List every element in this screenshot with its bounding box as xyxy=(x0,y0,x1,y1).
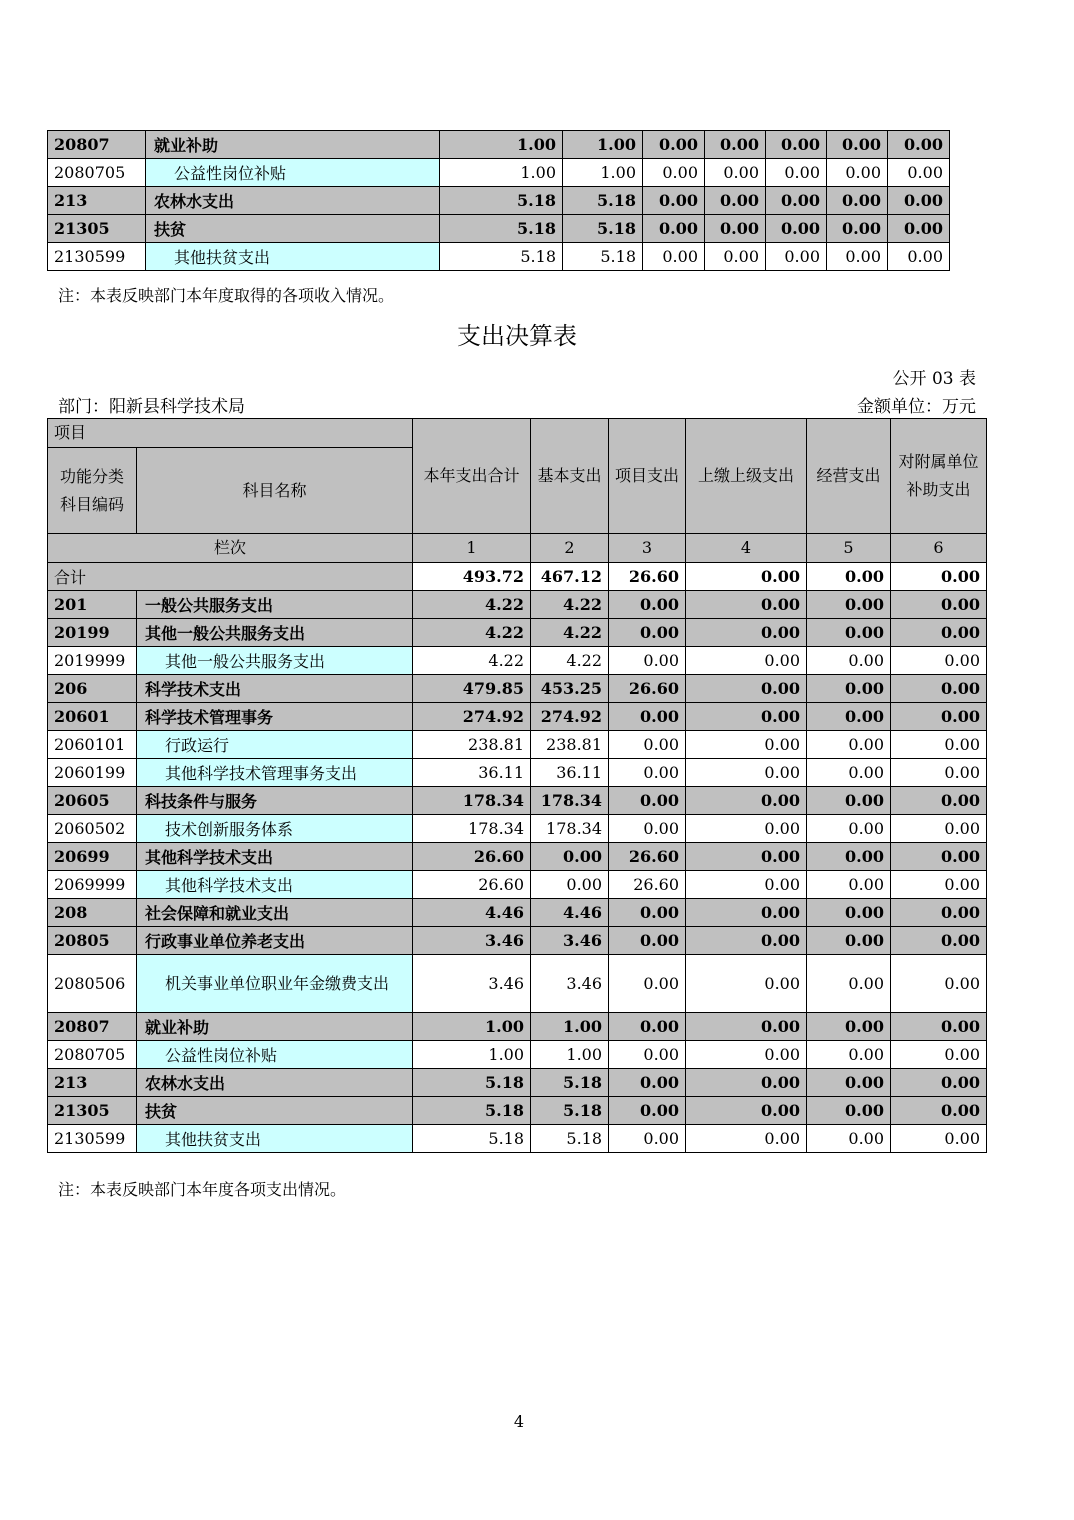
table-row xyxy=(48,675,987,703)
row-value: 0.00 xyxy=(686,647,807,675)
table-row xyxy=(48,619,987,647)
row-value: 0.00 xyxy=(609,1125,686,1153)
table-row xyxy=(48,955,987,1013)
row-value: 0.00 xyxy=(686,815,807,843)
table-row xyxy=(48,1013,987,1041)
header-item: 项目 xyxy=(48,419,413,448)
row-value: 274.92 xyxy=(531,703,609,731)
total-value: 493.72 xyxy=(413,563,531,591)
row-value: 0.00 xyxy=(686,731,807,759)
total-value: 0.00 xyxy=(891,563,987,591)
row-code: 20699 xyxy=(48,843,137,871)
table-row xyxy=(48,215,950,243)
table-row xyxy=(48,871,987,899)
row-value: 26.60 xyxy=(413,843,531,871)
row-value: 0.00 xyxy=(609,619,686,647)
expense-table xyxy=(47,418,987,1153)
row-value: 0.00 xyxy=(705,187,766,215)
row-value: 0.00 xyxy=(531,843,609,871)
table-row xyxy=(48,647,987,675)
row-value: 3.46 xyxy=(531,927,609,955)
row-value: 0.00 xyxy=(891,1097,987,1125)
row-name: 社会保障和就业支出 xyxy=(137,899,413,927)
table-row xyxy=(48,187,950,215)
row-value: 0.00 xyxy=(827,131,888,159)
row-value: 5.18 xyxy=(563,187,643,215)
row-value: 0.00 xyxy=(888,187,950,215)
row-value: 0.00 xyxy=(643,215,705,243)
header-row-lanci xyxy=(48,534,987,563)
row-code: 206 xyxy=(48,675,137,703)
row-value: 0.00 xyxy=(807,899,891,927)
row-name: 其他科学技术支出 xyxy=(137,871,413,899)
row-value: 0.00 xyxy=(807,759,891,787)
row-value: 0.00 xyxy=(807,619,891,647)
row-value: 0.00 xyxy=(891,675,987,703)
row-name: 其他一般公共服务支出 xyxy=(137,619,413,647)
row-value: 0.00 xyxy=(609,815,686,843)
row-value: 453.25 xyxy=(531,675,609,703)
row-value: 0.00 xyxy=(609,899,686,927)
row-value: 178.34 xyxy=(531,787,609,815)
row-code: 21305 xyxy=(48,215,146,243)
row-value: 0.00 xyxy=(891,1069,987,1097)
row-value: 3.46 xyxy=(531,955,609,1013)
row-value: 0.00 xyxy=(827,243,888,271)
row-value: 0.00 xyxy=(686,843,807,871)
row-value: 0.00 xyxy=(891,927,987,955)
row-value: 0.00 xyxy=(807,675,891,703)
row-value: 36.11 xyxy=(413,759,531,787)
row-value: 0.00 xyxy=(686,759,807,787)
expense-note: 注：本表反映部门本年度各项支出情况。 xyxy=(58,1180,347,1199)
row-value: 0.00 xyxy=(705,215,766,243)
row-value: 0.00 xyxy=(609,759,686,787)
row-value: 5.18 xyxy=(563,243,643,271)
row-value: 0.00 xyxy=(807,927,891,955)
row-value: 0.00 xyxy=(891,1125,987,1153)
row-value: 0.00 xyxy=(891,591,987,619)
total-label: 合计 xyxy=(48,563,413,591)
row-value: 0.00 xyxy=(888,243,950,271)
row-code: 2080705 xyxy=(48,159,146,187)
row-value: 0.00 xyxy=(686,675,807,703)
row-value: 0.00 xyxy=(609,787,686,815)
table-row xyxy=(48,759,987,787)
row-value: 1.00 xyxy=(413,1013,531,1041)
row-value: 0.00 xyxy=(807,731,891,759)
row-value: 0.00 xyxy=(807,1013,891,1041)
row-value: 26.60 xyxy=(609,843,686,871)
row-value: 0.00 xyxy=(686,927,807,955)
row-code: 213 xyxy=(48,187,146,215)
row-value: 0.00 xyxy=(609,1013,686,1041)
header-num-5: 5 xyxy=(807,534,891,563)
table-row xyxy=(48,899,987,927)
row-value: 0.00 xyxy=(686,1013,807,1041)
row-value: 0.00 xyxy=(891,619,987,647)
header-col-3: 项目支出 xyxy=(609,419,686,534)
row-value: 4.46 xyxy=(413,899,531,927)
row-value: 0.00 xyxy=(891,843,987,871)
row-value: 238.81 xyxy=(413,731,531,759)
row-value: 0.00 xyxy=(766,131,827,159)
row-code: 2060199 xyxy=(48,759,137,787)
header-col-6: 对附属单位补助支出 xyxy=(891,419,987,534)
row-value: 0.00 xyxy=(686,787,807,815)
row-value: 0.00 xyxy=(807,871,891,899)
header-num-1: 1 xyxy=(413,534,531,563)
row-name: 就业补助 xyxy=(137,1013,413,1041)
row-value: 178.34 xyxy=(531,815,609,843)
row-name: 机关事业单位职业年金缴费支出 xyxy=(137,955,413,1013)
department-label: 部门：阳新县科学技术局 xyxy=(58,397,245,417)
row-value: 479.85 xyxy=(413,675,531,703)
header-row-1 xyxy=(48,419,987,448)
row-name: 科学技术管理事务 xyxy=(137,703,413,731)
table-row xyxy=(48,1041,987,1069)
row-value: 5.18 xyxy=(440,243,563,271)
header-code: 功能分类科目编码 xyxy=(48,448,137,534)
row-value: 0.00 xyxy=(643,131,705,159)
row-value: 0.00 xyxy=(807,1041,891,1069)
row-name: 农林水支出 xyxy=(137,1069,413,1097)
total-value: 0.00 xyxy=(686,563,807,591)
row-value: 0.00 xyxy=(827,187,888,215)
row-value: 4.46 xyxy=(531,899,609,927)
row-value: 1.00 xyxy=(413,1041,531,1069)
row-value: 0.00 xyxy=(609,955,686,1013)
row-value: 4.22 xyxy=(531,619,609,647)
row-value: 0.00 xyxy=(891,871,987,899)
row-name: 行政运行 xyxy=(137,731,413,759)
row-value: 0.00 xyxy=(643,159,705,187)
row-value: 0.00 xyxy=(705,159,766,187)
row-value: 0.00 xyxy=(807,955,891,1013)
row-name: 其他科学技术支出 xyxy=(137,843,413,871)
row-value: 26.60 xyxy=(413,871,531,899)
unit-label: 金额单位：万元 xyxy=(857,397,976,417)
row-name: 科学技术支出 xyxy=(137,675,413,703)
row-name: 其他一般公共服务支出 xyxy=(137,647,413,675)
row-value: 0.00 xyxy=(891,899,987,927)
row-name: 公益性岗位补贴 xyxy=(137,1041,413,1069)
row-value: 0.00 xyxy=(705,243,766,271)
table-row xyxy=(48,1097,987,1125)
row-value: 0.00 xyxy=(888,159,950,187)
row-value: 0.00 xyxy=(807,647,891,675)
row-value: 3.46 xyxy=(413,927,531,955)
header-num-6: 6 xyxy=(891,534,987,563)
row-value: 4.22 xyxy=(531,591,609,619)
row-value: 0.00 xyxy=(643,243,705,271)
table-row xyxy=(48,131,950,159)
row-value: 0.00 xyxy=(686,899,807,927)
row-value: 5.18 xyxy=(413,1069,531,1097)
row-value: 0.00 xyxy=(609,1041,686,1069)
row-code: 2060101 xyxy=(48,731,137,759)
table-row xyxy=(48,703,987,731)
row-value: 0.00 xyxy=(609,927,686,955)
header-col-2: 基本支出 xyxy=(531,419,609,534)
row-code: 2130599 xyxy=(48,1125,137,1153)
row-name: 就业补助 xyxy=(146,131,440,159)
row-code: 201 xyxy=(48,591,137,619)
row-value: 0.00 xyxy=(888,215,950,243)
row-code: 21305 xyxy=(48,1097,137,1125)
row-value: 0.00 xyxy=(686,1097,807,1125)
row-value: 0.00 xyxy=(891,731,987,759)
income-note: 注：本表反映部门本年度取得的各项收入情况。 xyxy=(58,286,395,305)
row-name: 其他扶贫支出 xyxy=(137,1125,413,1153)
row-code: 20601 xyxy=(48,703,137,731)
row-value: 178.34 xyxy=(413,787,531,815)
row-value: 1.00 xyxy=(531,1041,609,1069)
header-col-4: 上缴上级支出 xyxy=(686,419,807,534)
row-code: 208 xyxy=(48,899,137,927)
row-value: 0.00 xyxy=(686,1041,807,1069)
row-value: 0.00 xyxy=(609,703,686,731)
row-value: 0.00 xyxy=(891,955,987,1013)
row-value: 3.46 xyxy=(413,955,531,1013)
row-value: 5.18 xyxy=(531,1069,609,1097)
row-code: 20807 xyxy=(48,1013,137,1041)
row-value: 0.00 xyxy=(531,871,609,899)
row-value: 1.00 xyxy=(563,131,643,159)
row-value: 1.00 xyxy=(440,131,563,159)
row-value: 0.00 xyxy=(807,1097,891,1125)
row-value: 0.00 xyxy=(888,131,950,159)
page-title: 支出决算表 xyxy=(457,322,577,350)
row-name: 其他扶贫支出 xyxy=(146,243,440,271)
table-row xyxy=(48,815,987,843)
row-value: 0.00 xyxy=(686,619,807,647)
row-value: 0.00 xyxy=(891,1013,987,1041)
total-value: 0.00 xyxy=(807,563,891,591)
row-value: 4.22 xyxy=(413,619,531,647)
row-name: 一般公共服务支出 xyxy=(137,591,413,619)
table-number: 公开 03 表 xyxy=(892,369,976,389)
row-value: 1.00 xyxy=(440,159,563,187)
row-code: 20807 xyxy=(48,131,146,159)
row-name: 扶贫 xyxy=(137,1097,413,1125)
row-value: 1.00 xyxy=(563,159,643,187)
row-code: 20605 xyxy=(48,787,137,815)
total-value: 467.12 xyxy=(531,563,609,591)
row-value: 0.00 xyxy=(807,787,891,815)
row-value: 0.00 xyxy=(609,647,686,675)
row-value: 0.00 xyxy=(807,591,891,619)
row-code: 2080705 xyxy=(48,1041,137,1069)
header-num-4: 4 xyxy=(686,534,807,563)
row-value: 0.00 xyxy=(609,1097,686,1125)
row-value: 274.92 xyxy=(413,703,531,731)
row-code: 2080506 xyxy=(48,955,137,1013)
header-name: 科目名称 xyxy=(137,448,413,534)
row-name: 农林水支出 xyxy=(146,187,440,215)
row-value: 0.00 xyxy=(891,1041,987,1069)
row-value: 0.00 xyxy=(766,159,827,187)
row-value: 0.00 xyxy=(891,815,987,843)
row-value: 0.00 xyxy=(891,647,987,675)
row-value: 0.00 xyxy=(609,731,686,759)
table-row xyxy=(48,843,987,871)
table-row xyxy=(48,591,987,619)
row-value: 0.00 xyxy=(686,1125,807,1153)
row-value: 0.00 xyxy=(766,215,827,243)
row-value: 0.00 xyxy=(891,703,987,731)
income-table-continuation xyxy=(47,130,950,271)
row-value: 0.00 xyxy=(766,243,827,271)
header-col-1: 本年支出合计 xyxy=(413,419,531,534)
total-row xyxy=(48,563,987,591)
table-row xyxy=(48,731,987,759)
row-name: 科技条件与服务 xyxy=(137,787,413,815)
header-num-3: 3 xyxy=(609,534,686,563)
row-value: 0.00 xyxy=(686,1069,807,1097)
row-value: 26.60 xyxy=(609,675,686,703)
row-value: 0.00 xyxy=(609,591,686,619)
row-value: 0.00 xyxy=(686,703,807,731)
row-value: 5.18 xyxy=(531,1125,609,1153)
row-code: 213 xyxy=(48,1069,137,1097)
row-value: 178.34 xyxy=(413,815,531,843)
row-code: 20805 xyxy=(48,927,137,955)
row-value: 5.18 xyxy=(563,215,643,243)
table-row xyxy=(48,1125,987,1153)
row-value: 1.00 xyxy=(531,1013,609,1041)
row-code: 20199 xyxy=(48,619,137,647)
row-value: 5.18 xyxy=(440,215,563,243)
row-name: 行政事业单位养老支出 xyxy=(137,927,413,955)
row-value: 36.11 xyxy=(531,759,609,787)
row-name: 公益性岗位补贴 xyxy=(146,159,440,187)
row-value: 0.00 xyxy=(705,131,766,159)
row-value: 0.00 xyxy=(807,1125,891,1153)
row-value: 4.22 xyxy=(413,591,531,619)
row-value: 0.00 xyxy=(643,187,705,215)
header-num-2: 2 xyxy=(531,534,609,563)
row-value: 4.22 xyxy=(531,647,609,675)
row-value: 0.00 xyxy=(827,215,888,243)
row-value: 0.00 xyxy=(807,815,891,843)
row-value: 0.00 xyxy=(766,187,827,215)
row-code: 2130599 xyxy=(48,243,146,271)
row-value: 4.22 xyxy=(413,647,531,675)
row-value: 0.00 xyxy=(807,843,891,871)
table-row xyxy=(48,159,950,187)
row-value: 5.18 xyxy=(413,1125,531,1153)
row-value: 0.00 xyxy=(827,159,888,187)
row-name: 扶贫 xyxy=(146,215,440,243)
row-name: 其他科学技术管理事务支出 xyxy=(137,759,413,787)
row-value: 0.00 xyxy=(686,955,807,1013)
total-value: 26.60 xyxy=(609,563,686,591)
row-value: 5.18 xyxy=(413,1097,531,1125)
row-code: 2069999 xyxy=(48,871,137,899)
row-value: 0.00 xyxy=(891,787,987,815)
row-value: 26.60 xyxy=(609,871,686,899)
row-value: 0.00 xyxy=(807,703,891,731)
table-row xyxy=(48,927,987,955)
header-lanci: 栏次 xyxy=(48,534,413,563)
table-row xyxy=(48,243,950,271)
row-value: 0.00 xyxy=(686,591,807,619)
row-code: 2060502 xyxy=(48,815,137,843)
row-value: 0.00 xyxy=(807,1069,891,1097)
row-name: 技术创新服务体系 xyxy=(137,815,413,843)
page-number: 4 xyxy=(513,1412,525,1431)
row-value: 0.00 xyxy=(686,871,807,899)
row-value: 0.00 xyxy=(891,759,987,787)
row-value: 238.81 xyxy=(531,731,609,759)
row-value: 0.00 xyxy=(609,1069,686,1097)
header-col-5: 经营支出 xyxy=(807,419,891,534)
row-value: 5.18 xyxy=(440,187,563,215)
table-row xyxy=(48,787,987,815)
row-value: 5.18 xyxy=(531,1097,609,1125)
row-code: 2019999 xyxy=(48,647,137,675)
table-row xyxy=(48,1069,987,1097)
